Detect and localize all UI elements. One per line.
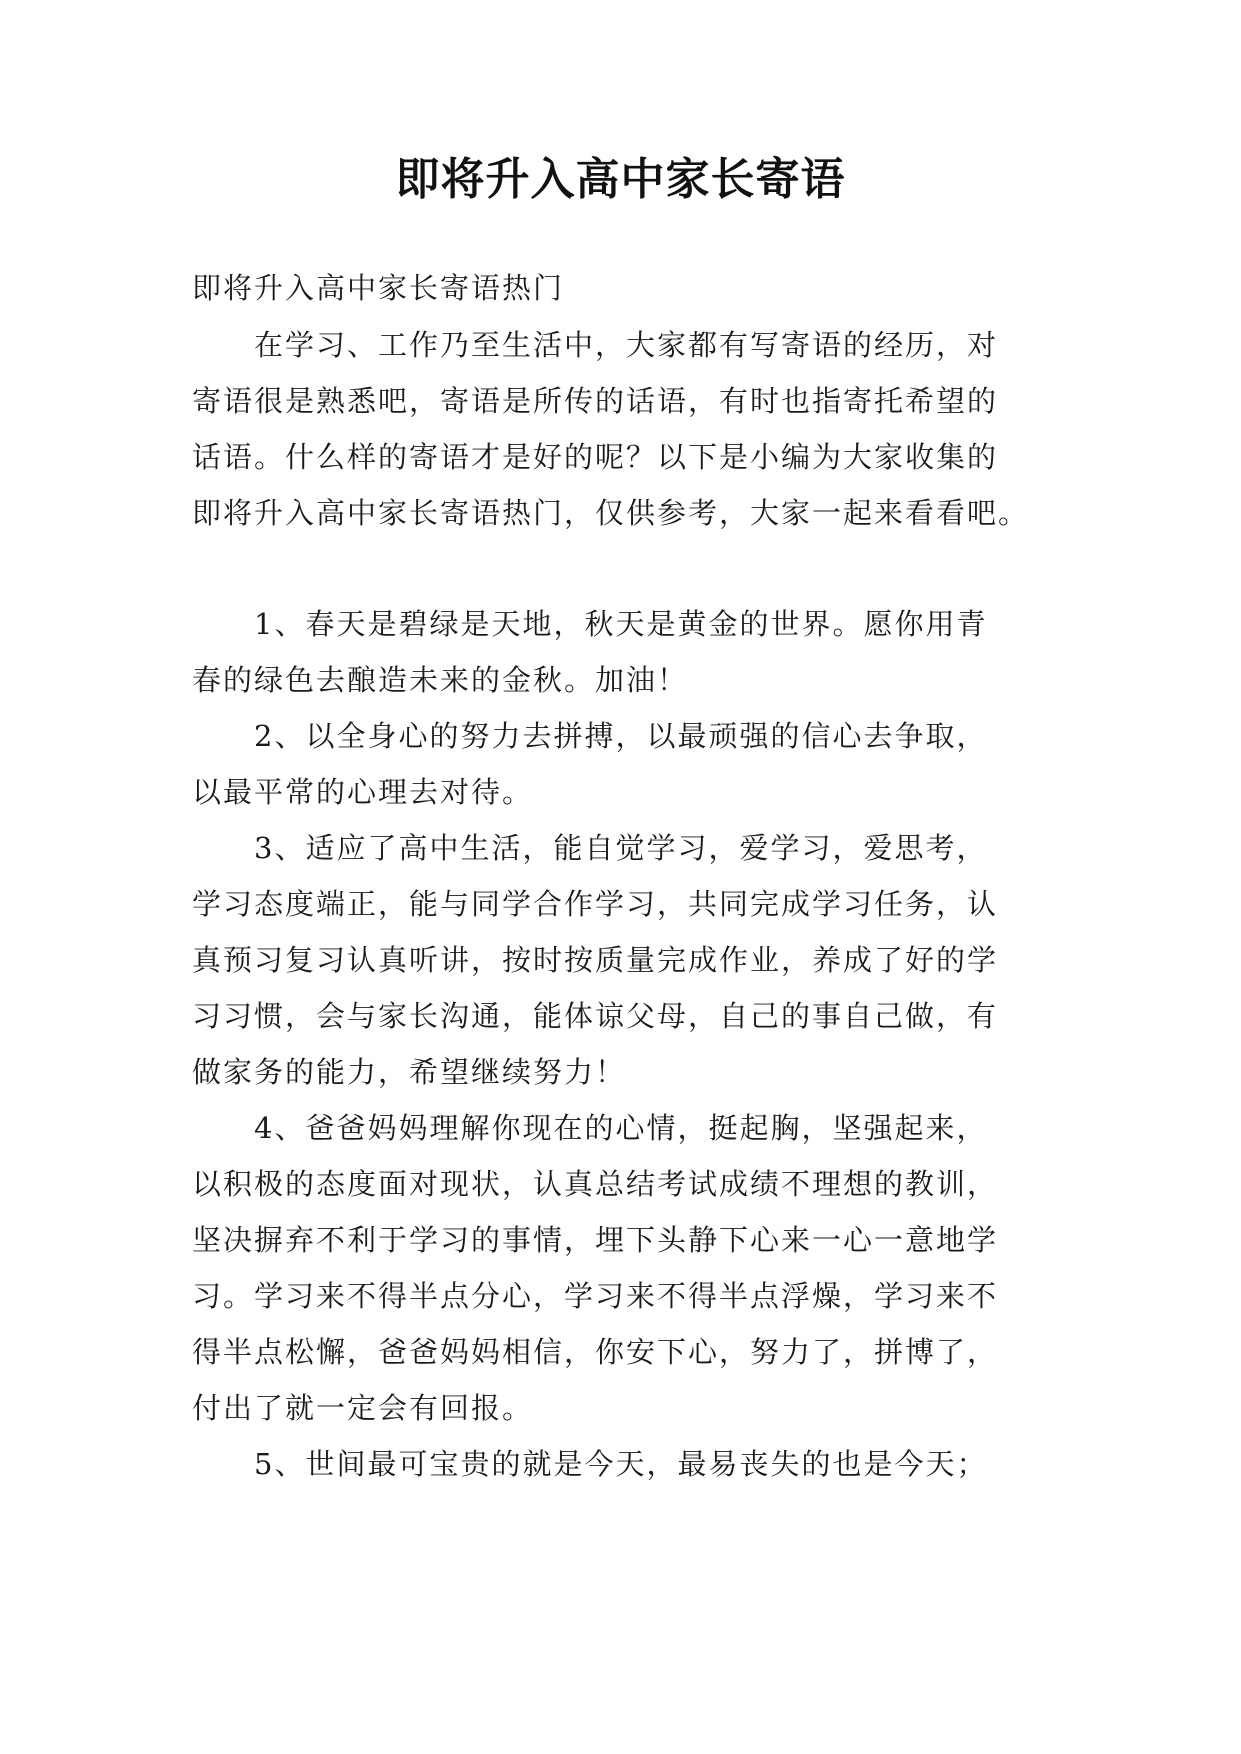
subtitle-line: 即将升入高中家长寄语热门 xyxy=(192,271,565,305)
body-line: 4、爸爸妈妈理解你现在的心情，挺起胸，坚强起来， xyxy=(192,1111,988,1145)
body-line: 5、世间最可宝贵的就是今天，最易丧失的也是今天； xyxy=(192,1447,988,1481)
body-line: 做家务的能力，希望继续努力！ xyxy=(192,1055,627,1089)
body-line: 习。学习来不得半点分心，学习来不得半点浮燥，学习来不 xyxy=(192,1279,999,1313)
body-line: 以积极的态度面对现状，认真总结考试成绩不理想的教训， xyxy=(192,1167,999,1201)
document-title: 即将升入高中家长寄语 xyxy=(395,154,846,205)
body-line: 在学习、工作乃至生活中，大家都有写寄语的经历，对 xyxy=(192,328,999,362)
body-line: 即将升入高中家长寄语热门，仅供参考，大家一起来看看吧。 xyxy=(192,496,1030,530)
body-line: 以最平常的心理去对待。 xyxy=(192,775,534,809)
body-line: 春的绿色去酿造未来的金秋。加油！ xyxy=(192,663,689,697)
body-line: 坚决摒弃不利于学习的事情，埋下头静下心来一心一意地学 xyxy=(192,1223,999,1257)
body-line: 付出了就一定会有回报。 xyxy=(192,1391,534,1425)
body-line: 1、春天是碧绿是天地，秋天是黄金的世界。愿你用青 xyxy=(192,607,988,641)
body-line: 得半点松懈，爸爸妈妈相信，你安下心，努力了，拼博了， xyxy=(192,1335,999,1369)
body-line: 习习惯，会与家长沟通，能体谅父母，自己的事自己做，有 xyxy=(192,999,999,1033)
body-line: 3、适应了高中生活，能自觉学习，爱学习，爱思考， xyxy=(192,831,988,865)
body-line: 学习态度端正，能与同学合作学习，共同完成学习任务，认 xyxy=(192,887,999,921)
body-line: 寄语很是熟悉吧，寄语是所传的话语，有时也指寄托希望的 xyxy=(192,384,999,418)
body-line: 2、以全身心的努力去拼搏，以最顽强的信心去争取， xyxy=(192,719,988,753)
body-line: 话语。什么样的寄语才是好的呢？以下是小编为大家收集的 xyxy=(192,440,999,474)
body-line: 真预习复习认真听讲，按时按质量完成作业，养成了好的学 xyxy=(192,943,999,977)
